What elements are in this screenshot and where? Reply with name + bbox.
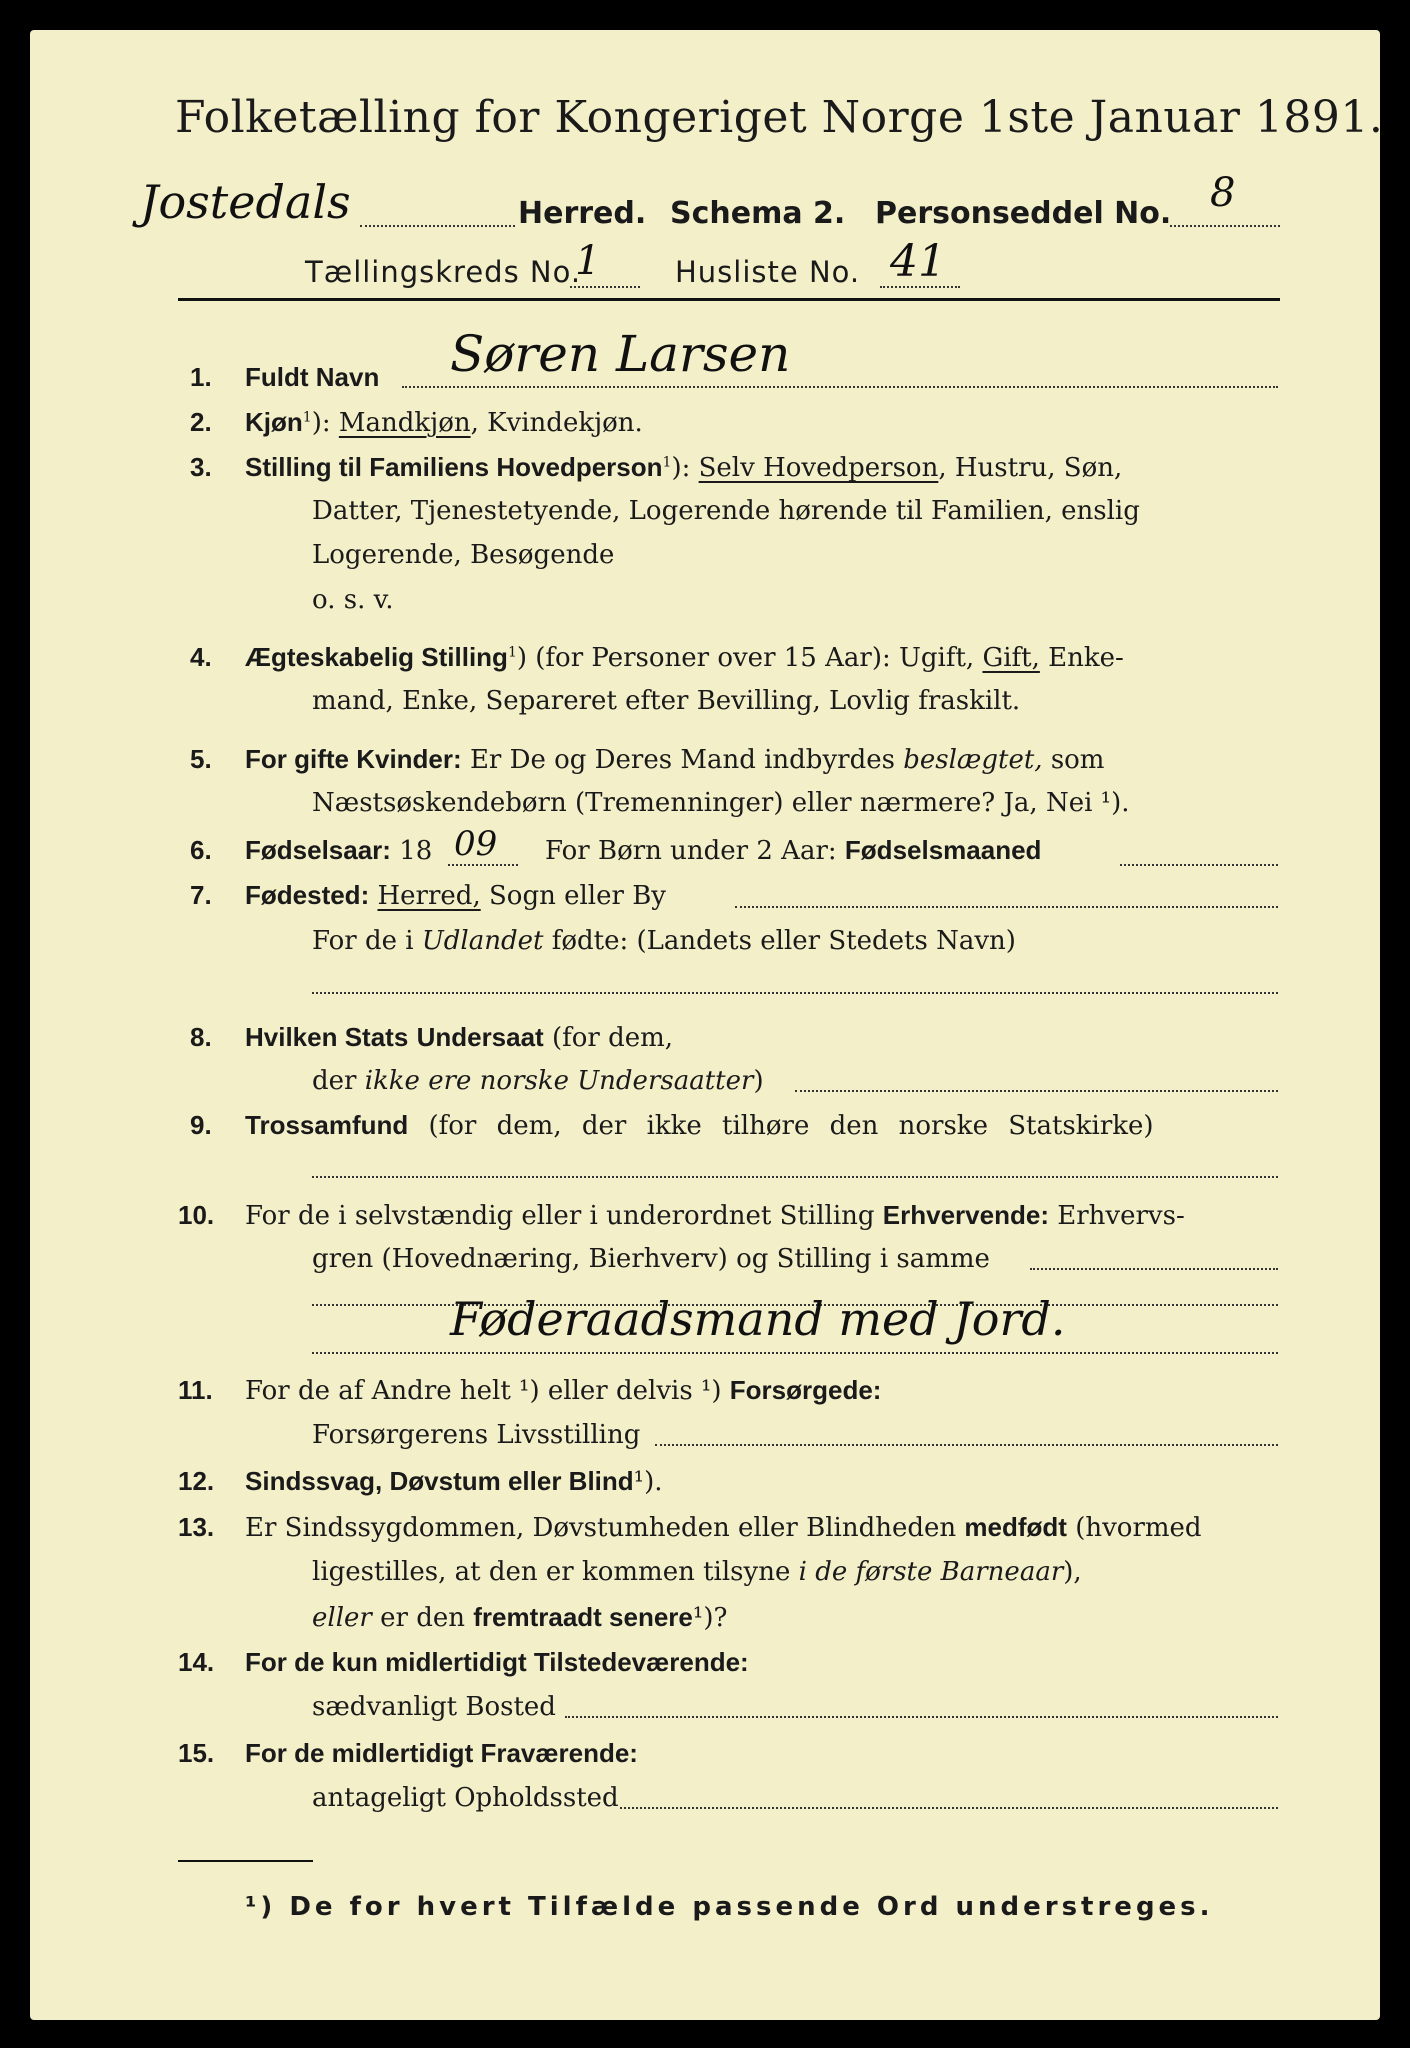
q5-number: 5. xyxy=(190,744,212,774)
q3-option-selv-hovedperson: Selv Hovedperson xyxy=(698,453,939,483)
q2-option-kvindekjon: Kvindekjøn. xyxy=(487,408,643,438)
q11-label: Forsørgede: xyxy=(729,1375,882,1405)
q10-dotted-line xyxy=(1030,1268,1278,1270)
q14-dotted-line xyxy=(565,1716,1278,1718)
q6-line xyxy=(245,835,432,866)
q15-number: 15. xyxy=(178,1738,215,1768)
q13-label: medfødt xyxy=(964,1512,1067,1542)
q1-dotted-line xyxy=(402,386,1278,388)
q13-line-2a: ligestilles, at den er kommen tilsyne xyxy=(312,1557,791,1587)
q5-rest: som xyxy=(1050,745,1105,775)
q3-line-4: o. s. v. xyxy=(312,585,394,615)
q6-rest: For Børn under 2 Aar: xyxy=(545,836,837,866)
herred-label: Herred. xyxy=(518,196,647,231)
q2-sup: 1 xyxy=(302,409,312,426)
q3-rest: Hustru, Søn, xyxy=(954,453,1123,483)
q11-line-2: Forsørgerens Livsstilling xyxy=(312,1420,641,1450)
q13-line-3-italic: eller xyxy=(312,1603,372,1633)
footnote: ¹) De for hvert Tilfælde passende Ord understreges. xyxy=(245,1892,1214,1922)
q4-number: 4. xyxy=(190,642,212,672)
herred-handwritten: Jostedals xyxy=(140,175,351,229)
q13-line-3a: er den xyxy=(380,1603,465,1633)
q13-line-2-italic: i de første Barneaar xyxy=(798,1557,1064,1587)
q3-number: 3. xyxy=(190,452,212,482)
schema-label: Schema 2. xyxy=(670,196,846,231)
herred-dotted-line xyxy=(360,225,515,227)
occupation-value: Føderaadsmand med Jord. xyxy=(450,1292,1066,1346)
personseddel-dotted-line xyxy=(1170,225,1280,227)
personseddel-number: 8 xyxy=(1210,170,1236,216)
husliste-label: Husliste No. xyxy=(675,255,861,289)
q5-italic: beslægtet, xyxy=(903,745,1043,775)
q7-line-2b: fødte: (Landets eller Stedets Navn) xyxy=(551,926,1016,956)
q7-line-2a: For de i xyxy=(312,926,414,956)
q2-option-mandkjon: Mandkjøn xyxy=(338,408,471,438)
q13-line-2b: ), xyxy=(1063,1557,1082,1587)
q15-line-2: antageligt Opholdssted xyxy=(312,1783,619,1813)
q2-label: Kjøn xyxy=(245,407,303,437)
q9-number: 9. xyxy=(190,1110,212,1140)
q6-label: Fødselsaar: xyxy=(245,835,391,865)
q4-label: Ægteskabelig Stilling xyxy=(245,642,508,672)
taellingskreds-label: Tællingskreds No. xyxy=(305,255,582,289)
q8-line-2-italic: ikke ere norske Undersaatter xyxy=(364,1066,754,1096)
q3-line-3: Logerende, Besøgende xyxy=(312,540,615,570)
q7-line-2-italic: Udlandet xyxy=(421,926,544,956)
q9-rest: (for dem, der ikke tilhøre den norske Statskirke) xyxy=(428,1111,1154,1141)
full-name-value: Søren Larsen xyxy=(450,325,791,383)
q13-line-3c: ¹)? xyxy=(692,1603,728,1633)
q13-number: 13. xyxy=(178,1512,215,1542)
q7-option-herred: Herred, xyxy=(377,881,481,911)
q10-number: 10. xyxy=(178,1200,215,1230)
husliste-number: 41 xyxy=(890,236,946,287)
q8-label-b: Undersaat xyxy=(416,1022,544,1052)
q6-rest-line xyxy=(545,835,1041,866)
q13-line-3b: fremtraadt senere xyxy=(473,1602,693,1632)
q14-number: 14. xyxy=(178,1647,215,1677)
q6-number: 6. xyxy=(190,835,212,865)
q10-label: Erhvervende: xyxy=(882,1200,1049,1230)
q1-label: Fuldt Navn xyxy=(245,362,380,392)
q5-line-2: Næstsøskendebørn (Tremenninger) eller nærmere? Ja, Nei ¹). xyxy=(312,788,1130,818)
q8-rest: (for dem, xyxy=(551,1023,674,1053)
q7-line-1 xyxy=(245,880,666,911)
q9-label: Trossamfund xyxy=(245,1110,409,1140)
q7-number: 7. xyxy=(190,880,212,910)
q10-line-1 xyxy=(245,1200,1185,1231)
q13-line-1 xyxy=(245,1512,1202,1543)
q6-year-dotted-line xyxy=(448,864,518,866)
q3-label: Stilling til Familiens Hovedperson xyxy=(245,452,663,482)
q10-line-2: gren (Hovednæring, Bierhverv) og Stilling i samme xyxy=(312,1244,990,1274)
q12-number: 12. xyxy=(178,1466,215,1496)
q11-number: 11. xyxy=(178,1375,213,1405)
q13-line-3 xyxy=(312,1602,727,1633)
husliste-dotted-line xyxy=(880,286,960,288)
q7-line-2 xyxy=(312,926,1016,956)
q14-line-2: sædvanligt Bosted xyxy=(312,1692,556,1722)
q10-rest: Erhvervs- xyxy=(1057,1201,1185,1231)
q3-tail: ): xyxy=(671,453,691,483)
q14-label: For de kun midlertidigt Tilstedeværende: xyxy=(245,1647,749,1677)
header-rule xyxy=(178,298,1280,301)
q2-tail: ): xyxy=(311,408,331,438)
q5-line-1 xyxy=(245,744,1104,775)
q8-dotted-line xyxy=(795,1090,1278,1092)
q8-line-2 xyxy=(312,1066,764,1096)
q1-number: 1. xyxy=(190,362,212,392)
q4-sup: 1 xyxy=(507,644,517,661)
q11-text: For de af Andre helt ¹) eller delvis ¹) xyxy=(245,1376,722,1406)
q12-label: Sindssvag, Døvstum eller Blind xyxy=(245,1466,634,1496)
q7-dotted-line xyxy=(735,906,1278,908)
q15-label: For de midlertidigt Fraværende: xyxy=(245,1738,638,1768)
q2-number: 2. xyxy=(190,407,212,437)
q4-line-2: mand, Enke, Separeret efter Bevilling, Lovlig fraskilt. xyxy=(312,686,1021,716)
q12-tail: ¹). xyxy=(633,1467,663,1497)
q13-text: Er Sindssygdommen, Døvstumheden eller Blindheden xyxy=(245,1513,957,1543)
form-title: Folketælling for Kongeriget Norge 1ste Januar 1891. xyxy=(175,92,1384,143)
taellingskreds-dotted-line xyxy=(570,286,640,288)
birth-year-value: 09 xyxy=(454,824,498,864)
q8-number: 8. xyxy=(190,1022,212,1052)
q3-sup: 1 xyxy=(662,454,672,471)
q8-line-1 xyxy=(245,1022,673,1053)
q5-label: For gifte Kvinder: xyxy=(245,744,462,774)
q9-answer-dotted-line xyxy=(312,1176,1278,1178)
q7-rest: Sogn eller By xyxy=(488,881,666,911)
q4-option-gift: Gift, xyxy=(982,643,1040,673)
q7-answer-dotted-line xyxy=(312,992,1278,994)
q8-line-2a: der xyxy=(312,1066,357,1096)
q4-mid: ) (for Personer over 15 Aar): Ugift, xyxy=(516,643,975,673)
q12-line xyxy=(245,1466,663,1497)
q10-answer-dotted-line-2 xyxy=(312,1352,1278,1354)
taellingskreds-number: 1 xyxy=(575,238,601,284)
q6-label-2: Fødselsmaaned xyxy=(844,835,1042,865)
q4-line-1 xyxy=(245,642,1124,673)
q7-label: Fødested: xyxy=(245,880,370,910)
q3-line-1: Stilling til Familiens Hovedperson$^1$): Selv Hovedperson, Hustru, Søn, xyxy=(245,452,1123,483)
q9-line xyxy=(245,1110,1154,1141)
q3-line-2: Datter, Tjenestetyende, Logerende hørende til Familien, enslig xyxy=(312,496,1140,526)
census-form-page xyxy=(30,30,1384,2020)
q8-line-2b: ) xyxy=(753,1066,764,1096)
footnote-rule xyxy=(178,1860,313,1862)
q5-mid: Er De og Deres Mand indbyrdes xyxy=(469,745,895,775)
personseddel-label: Personseddel No. xyxy=(875,196,1172,231)
q15-dotted-line xyxy=(620,1807,1278,1809)
q4-rest: Enke- xyxy=(1048,643,1124,673)
q11-dotted-line xyxy=(655,1444,1278,1446)
q8-label-a: Hvilken Stats xyxy=(245,1022,409,1052)
q6-year-prefix: 18 xyxy=(399,836,433,866)
q6-month-dotted-line xyxy=(1120,864,1278,866)
q10-text: For de i selvstændig eller i underordnet Stilling xyxy=(245,1201,875,1231)
q11-line-1 xyxy=(245,1375,881,1406)
q2-line: Kjøn$^1$): Mandkjøn, Kvindekjøn. xyxy=(245,407,643,438)
q13-rest: (hvormed xyxy=(1075,1513,1202,1543)
q13-line-2 xyxy=(312,1557,1082,1587)
